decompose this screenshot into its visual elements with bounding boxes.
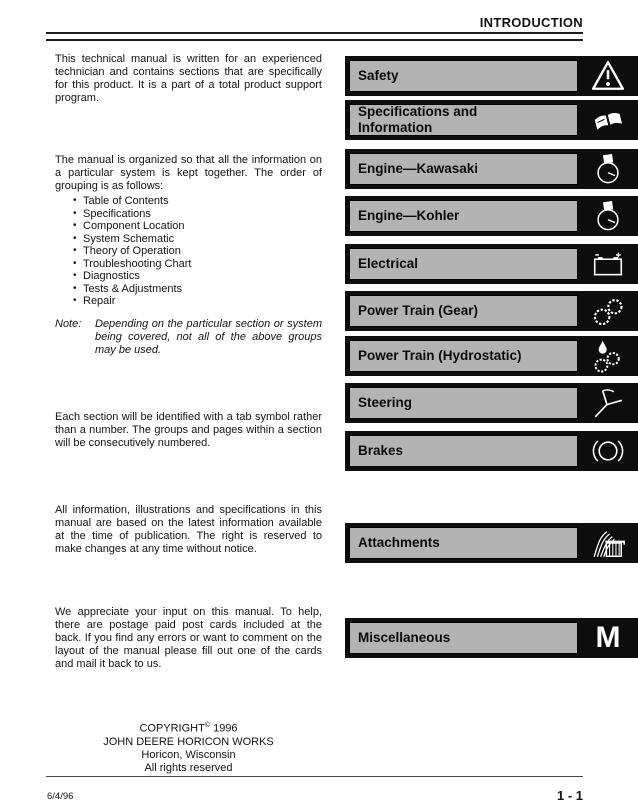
- tab-label: Engine—Kohler: [358, 208, 460, 223]
- tab-brakes: [345, 431, 638, 471]
- steering-wheel-icon: [578, 383, 638, 423]
- footer-rule: [46, 776, 583, 777]
- copyright-rights: All rights reserved: [144, 761, 233, 774]
- list-item: • Specifications: [73, 208, 318, 221]
- note-text: Depending on the particular section or system being covered, not all of the above groups may be used.: [95, 318, 322, 356]
- list-item: • Table of Contents: [73, 195, 318, 208]
- list-item: • Component Location: [73, 220, 318, 233]
- page-number: 1 - 1: [556, 788, 583, 803]
- copyright-block: [55, 719, 322, 775]
- stopwatch-icon: [578, 149, 638, 189]
- tab-specifications-information: [345, 100, 638, 140]
- page-title: INTRODUCTION: [479, 15, 583, 30]
- copyright-location: Horicon, Wisconsin: [141, 748, 236, 761]
- brake-drum-icon: [578, 431, 638, 471]
- tab-label: Power Train (Hydrostatic): [358, 348, 522, 363]
- intro-paragraph: This technical manual is written for an experienced technician and contains sections that are specifically for this product. It is a part of a total product support program.: [55, 53, 322, 104]
- list-item: • Repair: [73, 295, 318, 308]
- tab-label: Engine—Kawasaki: [358, 161, 479, 176]
- tab-label: Specifications and Information: [358, 104, 478, 135]
- tab-electrical: [345, 244, 638, 284]
- grouping-list: [73, 195, 318, 308]
- copyright-symbol: ©: [204, 722, 211, 729]
- list-item: • Troubleshooting Chart: [73, 258, 318, 271]
- tab-label: Electrical: [358, 256, 419, 271]
- tab-label: Miscellaneous: [358, 630, 451, 645]
- note-label: Note:: [55, 318, 82, 330]
- feedback-paragraph: We appreciate your input on this manual. To help, there are postage paid post cards included at the back. If you find any errors or want to comment on the layout of the manual please fill out one of the cards and mail it back to us.: [55, 606, 322, 670]
- open-book-icon: [578, 100, 638, 140]
- tab-steering: [345, 383, 638, 423]
- list-item: • Theory of Operation: [73, 245, 318, 258]
- disclaimer-paragraph: All information, illustrations and specifications in this manual are based on the latest information available at the time of publication. The right is reserved to make changes at any time without notice.: [55, 504, 322, 555]
- tab-label: Steering: [358, 395, 413, 410]
- tab-engine-kawasaki: [345, 149, 638, 189]
- battery-icon: [578, 244, 638, 284]
- note-block: [55, 318, 322, 357]
- tab-safety: [345, 56, 638, 96]
- list-item: • Diagnostics: [73, 270, 318, 283]
- bagger-icon: [578, 523, 638, 563]
- gears-icon: [578, 291, 638, 331]
- tab-label: Safety: [358, 68, 399, 83]
- tab-engine-kohler: [345, 196, 638, 236]
- copyright-line: [55, 719, 322, 736]
- list-item: • System Schematic: [73, 233, 318, 246]
- revision-date: 6/4/96: [47, 791, 74, 802]
- copyright-year: 1996: [213, 722, 238, 735]
- organization-paragraph: The manual is organized so that all the information on a particular system is kept together. The order of grouping is as follows:: [55, 154, 322, 192]
- stopwatch-icon: [578, 196, 638, 236]
- warning-triangle-icon: [578, 56, 638, 96]
- letter-m-icon: M: [595, 621, 621, 654]
- tab-label: Attachments: [358, 535, 440, 550]
- tab-miscellaneous: [345, 618, 638, 658]
- tab-label: Brakes: [358, 443, 404, 458]
- list-item: • Tests & Adjustments: [73, 283, 318, 296]
- tab-label: Power Train (Gear): [358, 303, 479, 318]
- droplet-gears-icon: [578, 336, 638, 376]
- tab-symbol-paragraph: Each section will be identified with a tab symbol rather than a number. The groups and pages within a section will be consecutively numbered.: [55, 411, 322, 449]
- tab-attachments: [345, 523, 638, 563]
- copyright-word: COPYRIGHT: [139, 722, 205, 735]
- copyright-company: JOHN DEERE HORICON WORKS: [103, 735, 274, 748]
- header-rule: [46, 32, 583, 41]
- tab-power-train-gear: [345, 291, 638, 331]
- tab-power-train-hydrostatic: [345, 336, 638, 376]
